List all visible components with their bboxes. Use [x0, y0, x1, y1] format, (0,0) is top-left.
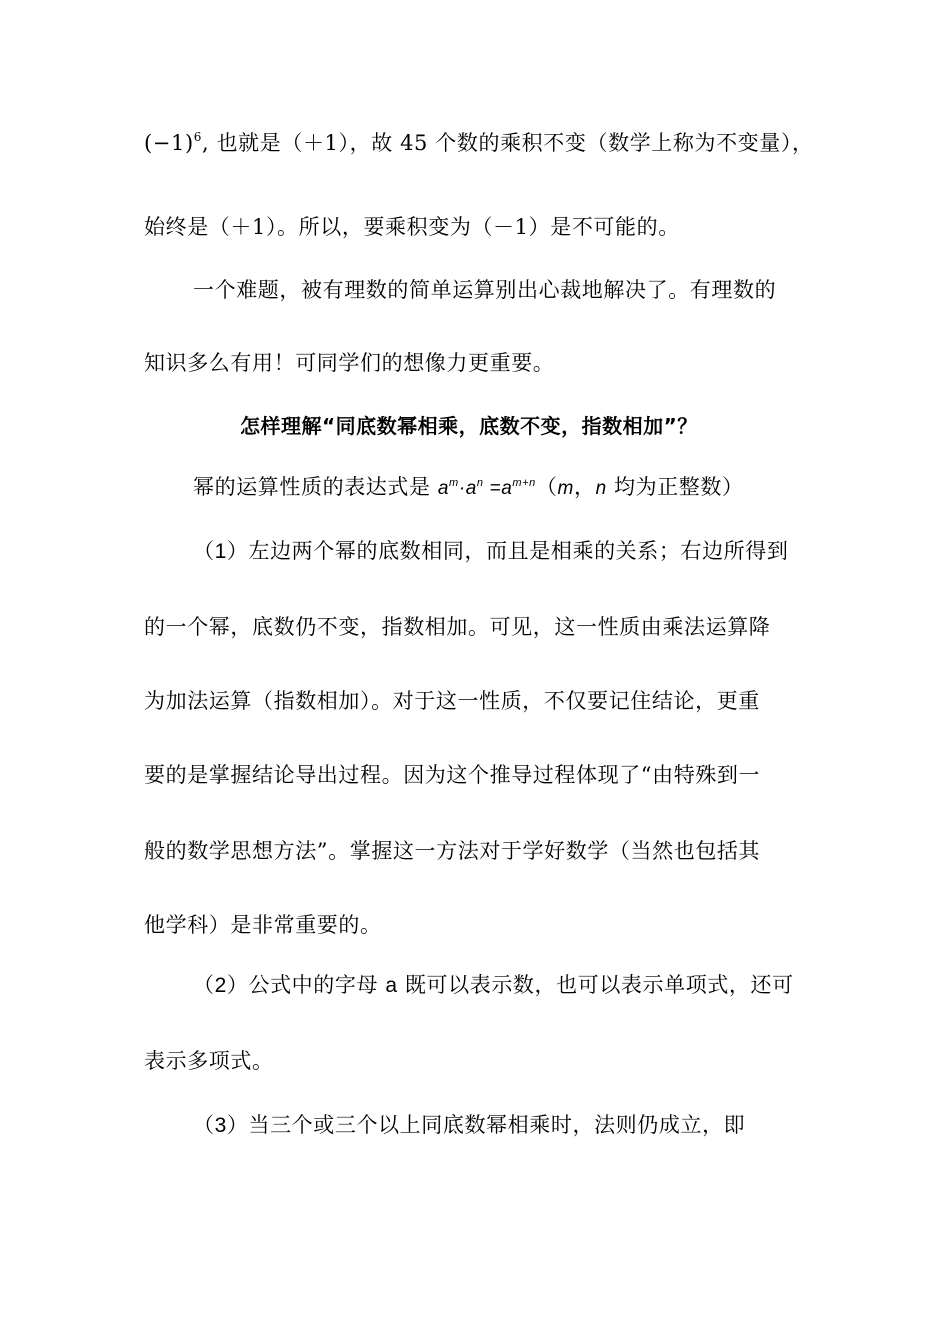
point-number: （1）	[193, 540, 249, 563]
point-1-line-3: 为加法运算（指数相加）。对于这一性质，不仅要记住结论，更重	[144, 689, 760, 713]
power-expression: $(-1)^6$	[144, 130, 202, 155]
text-line-1: $(-1)^6$, 也就是（＋1），故 45 个数的乘积不变（数学上称为不变量），	[144, 130, 814, 155]
point-3-line-1: （3）当三个或三个以上同底数幂相乘时，法则仍成立，即	[193, 1113, 746, 1137]
point-1-line-6: 他学科）是非常重要的。	[144, 913, 382, 937]
point-1-line-2: 的一个幂，底数仍不变，指数相加。可见，这一性质由乘法运算降	[144, 615, 771, 639]
text-line-2: 始终是（＋1）。所以，要乘积变为（－1）是不可能的。	[144, 215, 680, 239]
point-number: （2）	[193, 974, 249, 997]
paragraph-intro-line-1: 一个难题，被有理数的简单运算别出心裁地解决了。有理数的	[193, 278, 777, 302]
point-1-line-5: 般的数学思想方法”。掌握这一方法对于学好数学（当然也包括其	[144, 839, 761, 863]
paragraph-intro-line-2: 知识多么有用！可同学们的想像力更重要。	[144, 351, 555, 375]
point-2-line-1: （2）公式中的字母 a 既可以表示数，也可以表示单项式，还可	[193, 973, 794, 997]
point-2-line-2: 表示多项式。	[144, 1049, 274, 1073]
formula-line: 幂的运算性质的表达式是 $a^m\cdot a^n =a^{m+n}(m$，n 均为正整数）	[193, 475, 744, 499]
point-1-line-1: （1）左边两个幂的底数相同，而且是相乘的关系；右边所得到	[193, 539, 789, 563]
point-number: （3）	[193, 1114, 249, 1137]
section-heading: 怎样理解“同底数幂相乘，底数不变，指数相加”？	[240, 414, 698, 438]
power-rule-formula: $a^m\cdot a^n =a^{m+n}$	[437, 477, 536, 499]
point-1-line-4: 要的是掌握结论导出过程。因为这个推导过程体现了“由特殊到一	[144, 763, 761, 787]
